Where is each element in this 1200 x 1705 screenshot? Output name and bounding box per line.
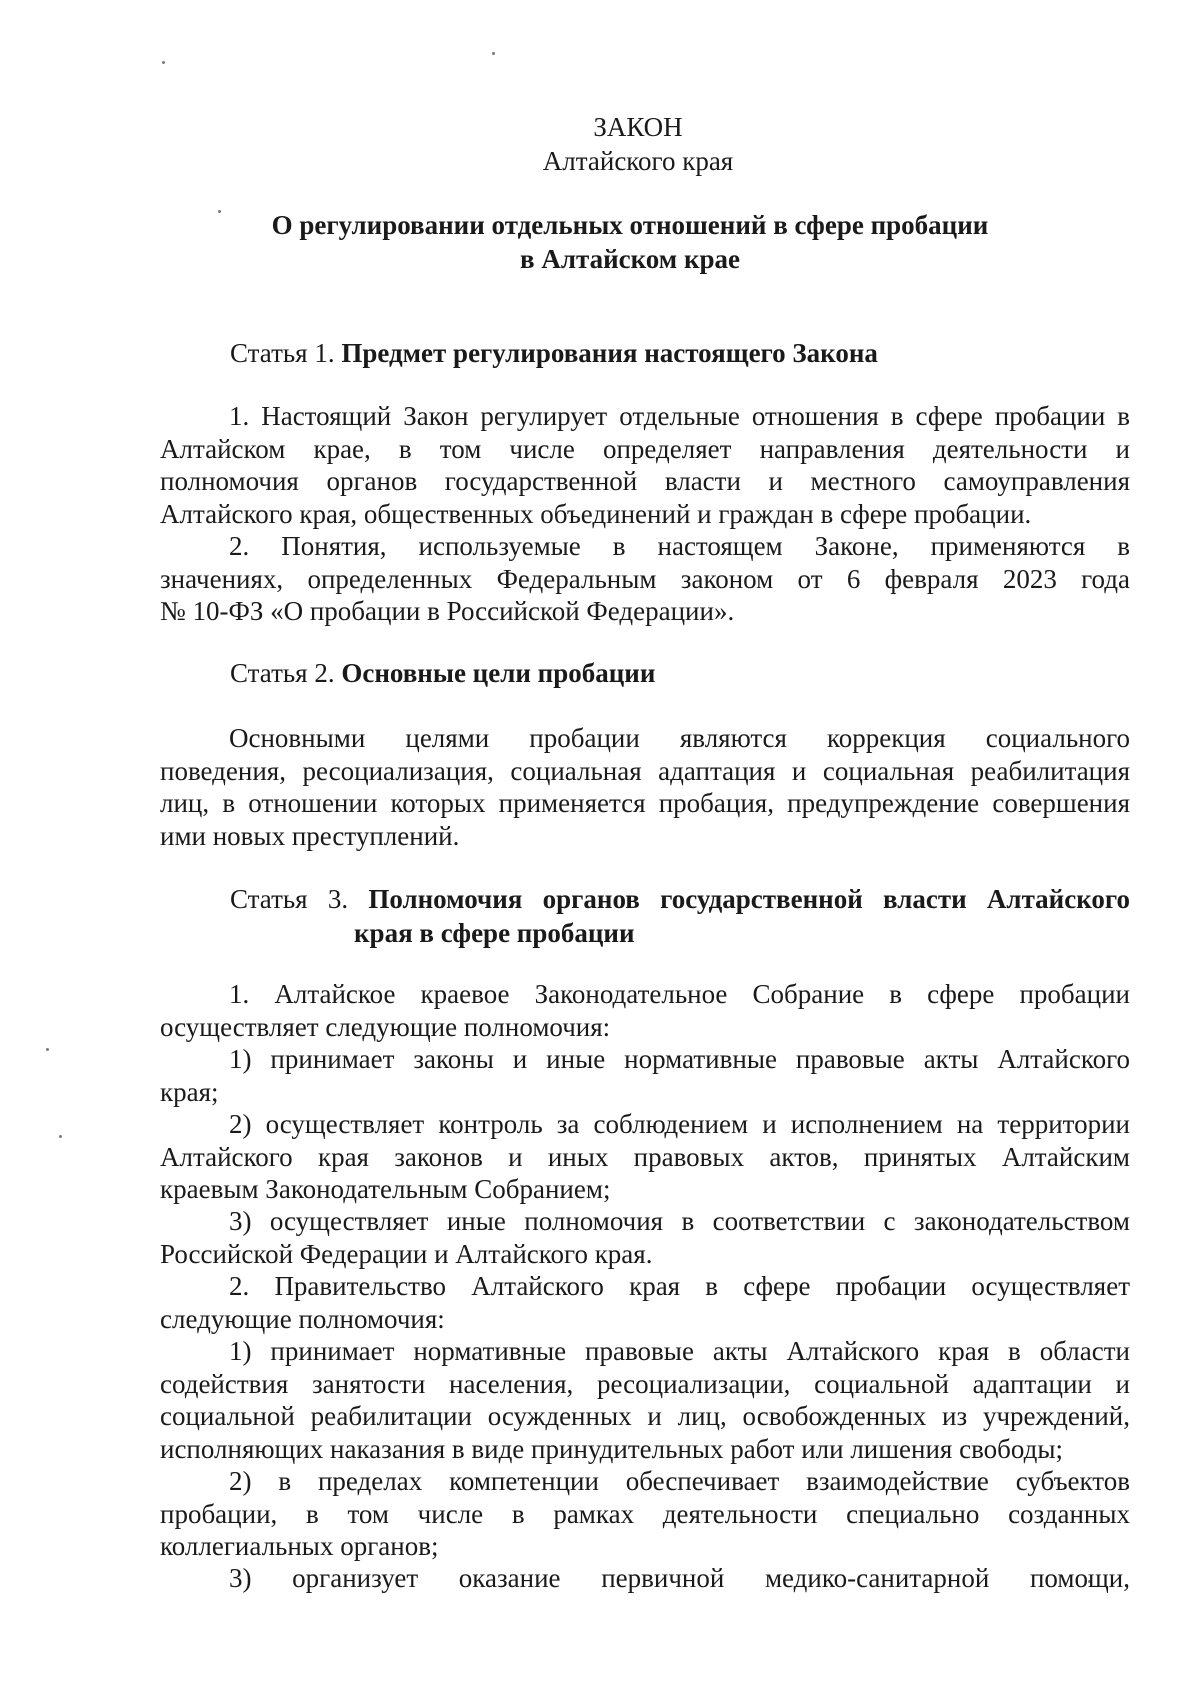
text-line: осуществляет следующие полномочия: (160, 1011, 611, 1042)
text-line: 3) организует оказание первичной медико-санитарной помощи, (229, 1563, 1130, 1593)
text-line: 1) принимает законы и иные нормативные правовые акты Алтайского (229, 1044, 1130, 1074)
article-label: Статья 1. (230, 338, 342, 368)
article-title: Полномочия органов государственной власти Алтайского (368, 884, 1130, 914)
article-label: Статья 2. (230, 658, 342, 688)
text-line: 3) осуществляет иные полномочия в соответствии с законодательством (229, 1206, 1130, 1236)
article-3-item-1-2 (160, 1108, 1130, 1206)
article-3-item-2-2 (160, 1465, 1130, 1563)
text-line: социальной реабилитации осужденных и лиц, освобожденных из учреждений, (160, 1401, 1130, 1431)
text-line: лиц, в отношении которых применяется пробация, предупреждение совершения (160, 788, 1130, 818)
article-title: Основные цели пробации (341, 658, 656, 688)
law-title (230, 208, 1030, 276)
text-line: исполняющих наказания в виде принудительных работ или лишения свободы; (160, 1433, 1063, 1464)
article-3-item-1-1 (160, 1043, 1130, 1108)
article-3-item-1-3 (160, 1205, 1130, 1270)
text-line: Основными целями пробации являются коррекция социального (229, 723, 1130, 753)
text-line: пробации, в том числе в рамках деятельности специально созданных (160, 1498, 1130, 1529)
article-2-paragraph-1 (160, 722, 1130, 852)
text-line: содействия занятости населения, ресоциализации, социальной адаптации и (160, 1368, 1130, 1399)
article-1-paragraph-1 (160, 400, 1130, 530)
text-line: края; (160, 1076, 219, 1107)
text-line: полномочия органов государственной власти и местного самоуправления (160, 466, 1130, 496)
text-line: краевым Законодательным Собранием; (160, 1174, 611, 1204)
document-type-title: ЗАКОН (593, 112, 683, 142)
scan-speck (46, 1048, 49, 1051)
text-line: 2) в пределах компетенции обеспечивает взаимодействие субъектов (229, 1466, 1130, 1496)
article-title: Предмет регулирования настоящего Закона (341, 338, 878, 368)
text-line: поведения, ресоциализация, социальная адаптация и социальная реабилитация (160, 755, 1130, 786)
text-line: 1) принимает нормативные правовые акты Алтайского края в области (229, 1336, 1130, 1366)
text-line: Алтайском крае, в том числе определяет направления деятельности и (160, 433, 1130, 464)
article-3-heading (230, 882, 1130, 950)
article-3-item-2-1 (160, 1335, 1130, 1465)
scan-speck (59, 1135, 62, 1138)
text-line: следующие полномочия: (160, 1303, 445, 1334)
text-line: № 10-ФЗ «О пробации в Российской Федерации». (160, 596, 735, 626)
text-line: Российской Федерации и Алтайского края. (160, 1238, 653, 1269)
text-line: Алтайского края законов и иных правовых актов, принятых Алтайским (160, 1141, 1130, 1172)
law-title-line: в Алтайском крае (520, 244, 740, 274)
text-line: 2. Понятия, используемые в настоящем Законе, применяются в (229, 531, 1130, 561)
article-1-heading (230, 336, 1130, 370)
article-3-paragraph-2 (160, 1270, 1130, 1335)
scan-speck (218, 210, 221, 213)
article-2-heading (230, 656, 1130, 690)
law-title-line: О регулировании отдельных отношений в сфере пробации (271, 210, 989, 240)
article-title-continued: края в сфере пробации (354, 918, 635, 948)
text-line: 2. Правительство Алтайского края в сфере пробации осуществляет (229, 1271, 1130, 1301)
document-region: Алтайского края (542, 146, 734, 176)
text-line: 2) осуществляет контроль за соблюдением и исполнением на территории (229, 1109, 1130, 1139)
text-line: 1. Алтайское краевое Законодательное Собрание в сфере пробации (229, 979, 1130, 1009)
text-line: Алтайского края, общественных объединений и граждан в сфере пробации. (160, 498, 1032, 529)
text-line: ими новых преступлений. (160, 820, 460, 851)
article-1-paragraph-2 (160, 530, 1130, 628)
article-3-paragraph-1 (160, 978, 1130, 1043)
article-label: Статья 3. (230, 884, 369, 914)
text-line: 1. Настоящий Закон регулирует отдельные отношения в сфере пробации в (229, 401, 1130, 431)
scan-speck (492, 52, 495, 55)
scan-speck (162, 61, 165, 64)
text-line: коллегиальных органов; (160, 1531, 439, 1561)
text-line: значениях, определенных Федеральным законом от 6 февраля 2023 года (160, 563, 1130, 594)
article-3-item-2-3 (160, 1562, 1130, 1595)
